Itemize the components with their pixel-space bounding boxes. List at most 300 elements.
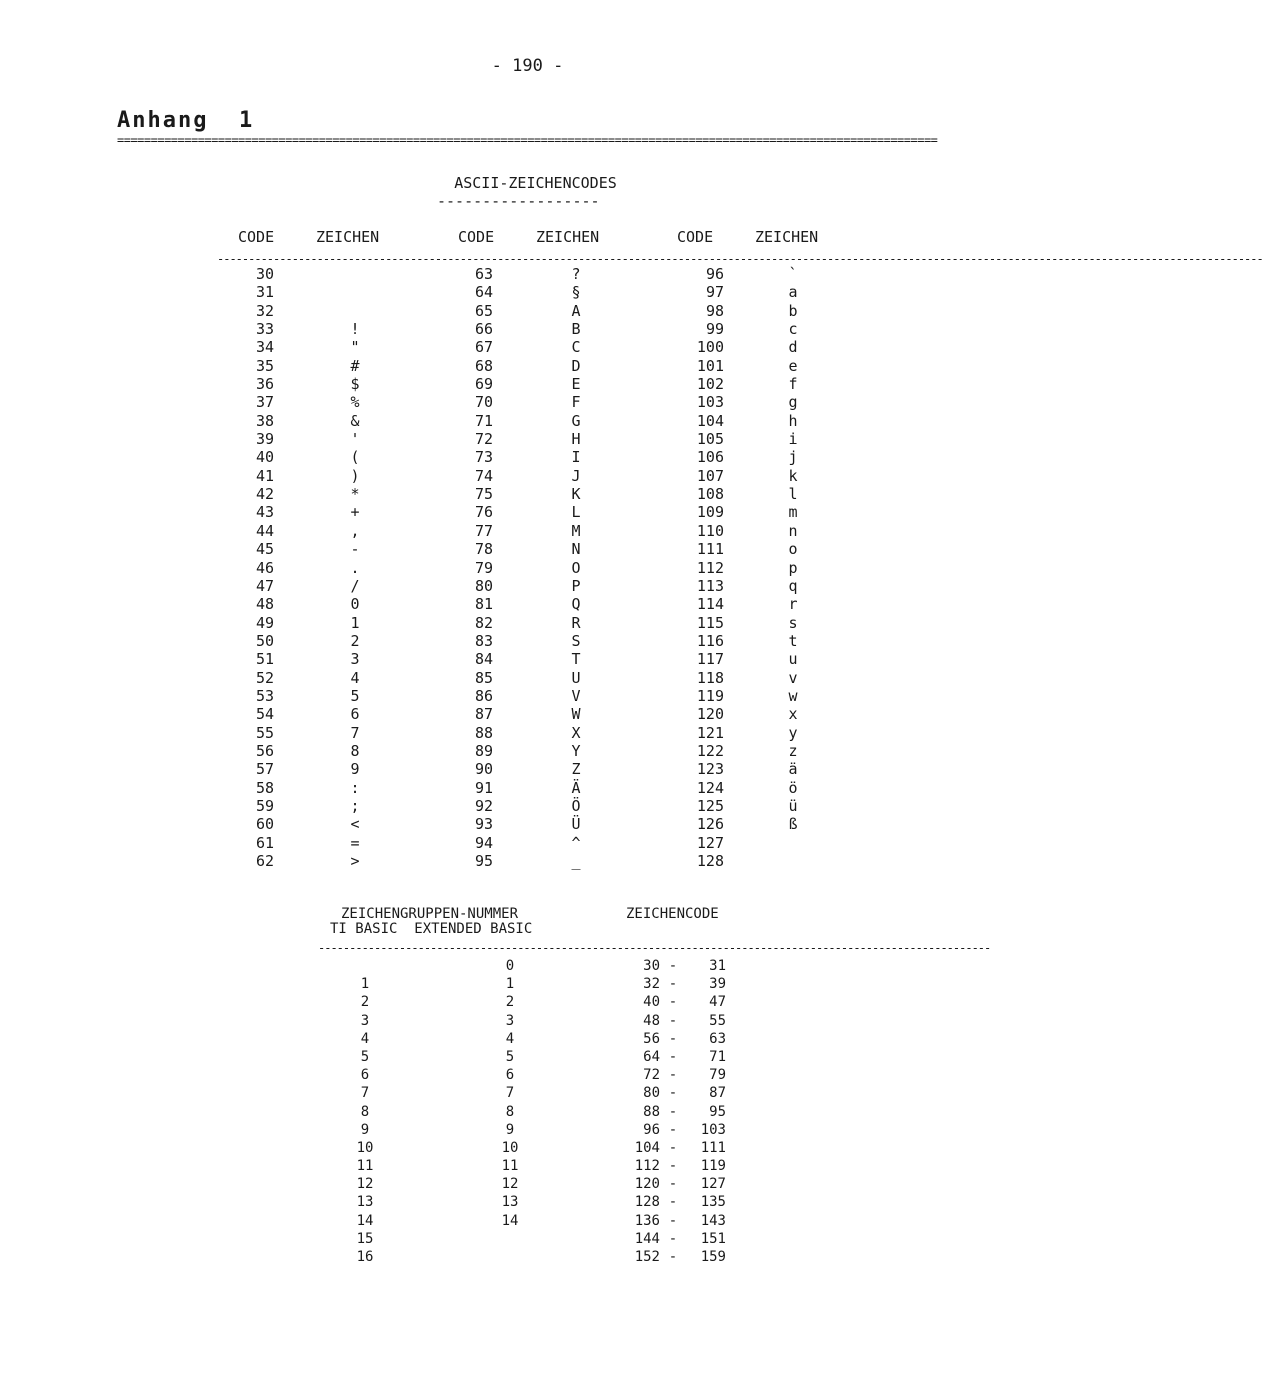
ascii-char — [340, 265, 370, 283]
ascii-code: 96 — [705, 265, 724, 283]
ascii-char: w — [788, 686, 798, 705]
ascii-char: Y — [571, 741, 581, 760]
ascii-code: 67 — [474, 338, 493, 357]
ascii-code: 74 — [474, 466, 493, 485]
group-code-separator: - — [668, 1139, 678, 1156]
group-code-to: 95 — [709, 1103, 726, 1120]
ascii-char: K — [571, 485, 581, 504]
ascii-code: 112 — [696, 558, 724, 577]
ascii-code: 99 — [705, 320, 724, 339]
ascii-code: 68 — [474, 356, 493, 375]
ascii-char: a — [788, 283, 798, 302]
group-ti-basic: 5 — [360, 1048, 370, 1065]
ascii-code: 62 — [255, 852, 274, 870]
ascii-char: k — [788, 466, 798, 485]
group-code-from: 128 — [634, 1194, 660, 1211]
ascii-code: 125 — [696, 796, 724, 815]
group-code-to: 71 — [709, 1048, 726, 1065]
ascii-code: 103 — [696, 393, 724, 412]
group-ti-basic: 4 — [360, 1030, 370, 1047]
ascii-char: ' — [350, 430, 360, 449]
ascii-char: r — [788, 595, 798, 614]
group-code-to: 127 — [700, 1176, 726, 1193]
ascii-column-2-codes — [455, 265, 493, 870]
ascii-char: # — [350, 356, 360, 375]
ascii-code: 49 — [255, 613, 274, 632]
ascii-code: 86 — [474, 686, 493, 705]
ascii-char: A — [571, 301, 581, 320]
ascii-char: ; — [350, 796, 360, 815]
ascii-code: 122 — [696, 741, 724, 760]
ascii-code: 69 — [474, 375, 493, 394]
ascii-code: 58 — [255, 778, 274, 797]
ascii-char: i — [788, 430, 798, 449]
ascii-char — [340, 302, 370, 320]
header-char-3: ZEICHEN — [755, 228, 819, 246]
group-ti-basic: 9 — [360, 1121, 370, 1138]
group-code-to: 87 — [709, 1085, 726, 1102]
ascii-code: 109 — [696, 503, 724, 522]
ascii-char: 9 — [350, 760, 360, 779]
ascii-char: M — [571, 521, 581, 540]
ascii-char: < — [350, 815, 360, 834]
ascii-char: u — [788, 650, 798, 669]
ascii-char: * — [350, 485, 360, 504]
ascii-char: P — [571, 576, 581, 595]
ascii-code: 93 — [474, 815, 493, 834]
ascii-code: 66 — [474, 320, 493, 339]
ascii-char: Ä — [571, 778, 581, 797]
ascii-code: 94 — [474, 833, 493, 852]
group-code-from: 48 — [643, 1012, 660, 1029]
ascii-code: 48 — [255, 595, 274, 614]
ascii-code: 32 — [255, 301, 274, 320]
ascii-char: + — [350, 503, 360, 522]
ascii-char: J — [571, 466, 581, 485]
header-char-2: ZEICHEN — [536, 228, 600, 246]
group-code-separator: - — [668, 958, 678, 974]
ascii-char: ß — [788, 815, 798, 834]
ascii-code: 95 — [474, 852, 493, 870]
ascii-code: 33 — [255, 320, 274, 339]
group-ti-basic — [345, 957, 385, 975]
group-code-to: 111 — [700, 1139, 726, 1156]
group-code-from: 40 — [643, 994, 660, 1011]
group-code-separator: - — [668, 1048, 678, 1065]
ascii-code: 47 — [255, 576, 274, 595]
ascii-code: 101 — [696, 356, 724, 375]
ascii-char: N — [571, 540, 581, 559]
ascii-code: 57 — [255, 760, 274, 779]
group-extended-basic: 9 — [505, 1121, 515, 1138]
ascii-char — [778, 852, 808, 870]
ascii-code: 78 — [474, 540, 493, 559]
ascii-code: 100 — [696, 338, 724, 357]
ascii-char: - — [350, 540, 360, 559]
ascii-char: % — [350, 393, 360, 412]
ascii-char: I — [571, 448, 581, 467]
ascii-char: b — [788, 301, 798, 320]
ascii-char: . — [350, 558, 360, 577]
ascii-title-underline: ------------------ — [437, 192, 600, 210]
group-ti-basic: 1 — [360, 976, 370, 993]
group-extended-basic: 2 — [505, 994, 515, 1011]
ascii-code: 80 — [474, 576, 493, 595]
ascii-char: ä — [788, 760, 798, 779]
ascii-code: 124 — [696, 778, 724, 797]
ascii-char: p — [788, 558, 798, 577]
ascii-char: R — [571, 613, 581, 632]
group-code-from: 56 — [643, 1030, 660, 1047]
group-extended-basic: 5 — [505, 1048, 515, 1065]
group-code-separator: - — [668, 1085, 678, 1102]
group-code-to: 39 — [709, 976, 726, 993]
ascii-code: 72 — [474, 430, 493, 449]
group-code-to: 143 — [700, 1212, 726, 1229]
ascii-char: _ — [571, 852, 581, 870]
ascii-char: C — [571, 338, 581, 357]
ascii-char: y — [788, 723, 798, 742]
ascii-code: 88 — [474, 723, 493, 742]
ascii-code: 123 — [696, 760, 724, 779]
ascii-code: 98 — [705, 301, 724, 320]
group-code-separator: - — [668, 1030, 678, 1047]
ascii-code: 35 — [255, 356, 274, 375]
ascii-code: 60 — [255, 815, 274, 834]
group-code-to: 103 — [700, 1121, 726, 1138]
ascii-code: 65 — [474, 301, 493, 320]
group-ti-basic-column — [345, 957, 385, 1266]
ascii-code: 117 — [696, 650, 724, 669]
ascii-code: 126 — [696, 815, 724, 834]
group-extended-basic: 8 — [505, 1103, 515, 1120]
ascii-char: X — [571, 723, 581, 742]
ascii-code: 40 — [255, 448, 274, 467]
ascii-code: 77 — [474, 521, 493, 540]
ascii-char: B — [571, 320, 581, 339]
ascii-char: 4 — [350, 668, 360, 687]
ascii-column-3-codes — [682, 265, 724, 870]
group-ti-basic: 14 — [356, 1212, 374, 1229]
ascii-code: 39 — [255, 430, 274, 449]
ascii-code: 54 — [255, 705, 274, 724]
ascii-char: ` — [788, 265, 798, 283]
group-extended-basic — [490, 1230, 530, 1248]
group-code-to: 63 — [709, 1030, 726, 1047]
ascii-code: 92 — [474, 796, 493, 815]
ascii-code: 36 — [255, 375, 274, 394]
ascii-column-1-codes — [240, 265, 274, 870]
group-code-to: 119 — [700, 1158, 726, 1175]
group-ti-basic: 2 — [360, 994, 370, 1011]
ascii-char: 8 — [350, 741, 360, 760]
ascii-char: f — [788, 375, 798, 394]
group-code-separator-column — [662, 957, 684, 1266]
ascii-code: 75 — [474, 485, 493, 504]
ascii-char: " — [350, 338, 360, 357]
ascii-char: m — [788, 503, 798, 522]
ascii-code: 61 — [255, 833, 274, 852]
group-extended-basic: 0 — [505, 958, 515, 974]
ascii-char: Ü — [571, 815, 581, 834]
ascii-code: 106 — [696, 448, 724, 467]
group-code-from: 144 — [634, 1230, 660, 1247]
group-ti-basic: 16 — [356, 1249, 374, 1265]
group-code-from: 30 — [643, 958, 660, 974]
group-code-from: 104 — [634, 1139, 660, 1156]
ascii-char: 6 — [350, 705, 360, 724]
group-code-from: 112 — [634, 1158, 660, 1175]
ascii-char: U — [571, 668, 581, 687]
group-ti-basic: 15 — [356, 1230, 374, 1247]
ascii-char: l — [788, 485, 798, 504]
ascii-char: E — [571, 375, 581, 394]
ascii-code: 107 — [696, 466, 724, 485]
group-code-separator: - — [668, 1194, 678, 1211]
group-extended-basic: 12 — [501, 1176, 519, 1193]
ascii-code: 64 — [474, 283, 493, 302]
group-code-from: 136 — [634, 1212, 660, 1229]
group-code-to: 47 — [709, 994, 726, 1011]
group-code-from: 120 — [634, 1176, 660, 1193]
ascii-code: 105 — [696, 430, 724, 449]
ascii-char: 5 — [350, 686, 360, 705]
ascii-code: 30 — [255, 265, 274, 283]
ascii-char: W — [571, 705, 581, 724]
ascii-char: G — [571, 411, 581, 430]
ascii-char: : — [350, 778, 360, 797]
header-code-2: CODE — [458, 228, 495, 246]
ascii-char: = — [350, 833, 360, 852]
group-ti-basic: 7 — [360, 1085, 370, 1102]
ascii-code: 43 — [255, 503, 274, 522]
ascii-column-1-chars — [340, 265, 370, 870]
ascii-char: v — [788, 668, 798, 687]
group-extended-basic: 1 — [505, 976, 515, 993]
ascii-code: 56 — [255, 741, 274, 760]
group-code-from: 72 — [643, 1067, 660, 1084]
ascii-char: § — [571, 283, 581, 302]
ascii-char: z — [788, 741, 798, 760]
group-code-to: 135 — [700, 1194, 726, 1211]
ascii-code: 73 — [474, 448, 493, 467]
ascii-char: T — [571, 650, 581, 669]
ascii-code: 44 — [255, 521, 274, 540]
ascii-code: 113 — [696, 576, 724, 595]
ascii-char: 7 — [350, 723, 360, 742]
group-code-to: 55 — [709, 1012, 726, 1029]
ascii-code: 108 — [696, 485, 724, 504]
header-code-1: CODE — [238, 228, 275, 246]
ascii-header-rule: ------------------------------------------------------------------------------------------------------------------------------------------------------------------------ — [217, 252, 1263, 266]
ascii-char: s — [788, 613, 798, 632]
ascii-char: q — [788, 576, 798, 595]
ascii-char: j — [788, 448, 798, 467]
group-ti-basic: 11 — [356, 1158, 374, 1175]
ascii-code: 119 — [696, 686, 724, 705]
ascii-char: 1 — [350, 613, 360, 632]
ascii-code: 89 — [474, 741, 493, 760]
ascii-code: 114 — [696, 595, 724, 614]
ascii-char: Q — [571, 595, 581, 614]
ascii-char: o — [788, 540, 798, 559]
ascii-char: $ — [350, 375, 360, 394]
ascii-char: g — [788, 393, 798, 412]
ascii-code: 85 — [474, 668, 493, 687]
ascii-code: 37 — [255, 393, 274, 412]
ascii-code: 110 — [696, 521, 724, 540]
ascii-code: 41 — [255, 466, 274, 485]
ascii-code: 81 — [474, 595, 493, 614]
ascii-code: 82 — [474, 613, 493, 632]
group-code-to: 31 — [709, 958, 726, 974]
ascii-char: ö — [788, 778, 798, 797]
group-extended-basic: 7 — [505, 1085, 515, 1102]
ascii-char: Z — [571, 760, 581, 779]
ascii-code: 42 — [255, 485, 274, 504]
ascii-code: 63 — [474, 265, 493, 283]
heading-rule: ========================================================================================================================== — [117, 133, 938, 147]
ascii-code: 121 — [696, 723, 724, 742]
ascii-code: 83 — [474, 631, 493, 650]
group-ti-basic: 10 — [356, 1139, 374, 1156]
group-code-separator: - — [668, 1121, 678, 1138]
group-code-separator: - — [668, 1158, 678, 1175]
ascii-char: d — [788, 338, 798, 357]
section-heading: Anhang 1 — [117, 108, 255, 133]
group-code-separator: - — [668, 1067, 678, 1084]
group-ti-basic: 12 — [356, 1176, 374, 1193]
ascii-char: ) — [350, 466, 360, 485]
ascii-code: 51 — [255, 650, 274, 669]
ascii-char: / — [350, 576, 360, 595]
ascii-char: e — [788, 356, 798, 375]
ascii-char — [340, 283, 370, 301]
ascii-char: & — [350, 411, 360, 430]
group-code-to: 151 — [700, 1230, 726, 1247]
group-code-separator: - — [668, 1230, 678, 1247]
ascii-code: 34 — [255, 338, 274, 357]
group-subheader: TI BASIC EXTENDED BASIC — [330, 921, 533, 937]
group-code-from: 80 — [643, 1085, 660, 1102]
group-code-to: 79 — [709, 1067, 726, 1084]
group-extended-basic: 10 — [501, 1139, 519, 1156]
ascii-char: n — [788, 521, 798, 540]
ascii-char: ! — [350, 320, 360, 339]
header-char-1: ZEICHEN — [316, 228, 380, 246]
ascii-code: 91 — [474, 778, 493, 797]
group-ti-basic: 3 — [360, 1012, 370, 1029]
group-code-from: 64 — [643, 1048, 660, 1065]
ascii-char — [778, 834, 808, 852]
group-code-separator: - — [668, 1212, 678, 1229]
group-code-from: 152 — [634, 1249, 660, 1265]
group-code-to: 159 — [700, 1249, 726, 1265]
group-code-to-column — [686, 957, 726, 1266]
group-extended-basic — [490, 1248, 530, 1266]
ascii-code: 55 — [255, 723, 274, 742]
ascii-code: 90 — [474, 760, 493, 779]
charcode-header: ZEICHENCODE — [626, 906, 719, 922]
group-ti-basic: 13 — [356, 1194, 374, 1211]
ascii-code: 50 — [255, 631, 274, 650]
ascii-char: V — [571, 686, 581, 705]
ascii-char: ^ — [571, 833, 581, 852]
ascii-char: S — [571, 631, 581, 650]
group-code-from: 32 — [643, 976, 660, 993]
ascii-code: 59 — [255, 796, 274, 815]
ascii-code: 120 — [696, 705, 724, 724]
ascii-char: h — [788, 411, 798, 430]
ascii-code: 104 — [696, 411, 724, 430]
group-extended-basic: 11 — [501, 1158, 519, 1175]
ascii-code: 128 — [696, 852, 724, 870]
group-extended-basic: 3 — [505, 1012, 515, 1029]
ascii-code: 70 — [474, 393, 493, 412]
ascii-code: 127 — [696, 833, 724, 852]
ascii-char: L — [571, 503, 581, 522]
ascii-code: 87 — [474, 705, 493, 724]
ascii-code: 38 — [255, 411, 274, 430]
ascii-code: 79 — [474, 558, 493, 577]
group-header: ZEICHENGRUPPEN-NUMMER — [341, 906, 519, 922]
ascii-char: 0 — [350, 595, 360, 614]
group-extended-basic: 13 — [501, 1194, 519, 1211]
group-code-from-column — [616, 957, 660, 1266]
ascii-code: 84 — [474, 650, 493, 669]
ascii-char: D — [571, 356, 581, 375]
ascii-char: 3 — [350, 650, 360, 669]
ascii-code: 76 — [474, 503, 493, 522]
ascii-code: 116 — [696, 631, 724, 650]
ascii-char: H — [571, 430, 581, 449]
ascii-code: 97 — [705, 283, 724, 302]
ascii-code: 31 — [255, 283, 274, 302]
group-code-separator: - — [668, 976, 678, 993]
ascii-char: c — [788, 320, 798, 339]
ascii-char: > — [350, 852, 360, 870]
group-extended-basic: 4 — [505, 1030, 515, 1047]
ascii-code: 71 — [474, 411, 493, 430]
group-code-from: 88 — [643, 1103, 660, 1120]
group-extended-basic-column — [490, 957, 530, 1266]
ascii-code: 46 — [255, 558, 274, 577]
ascii-char: 2 — [350, 631, 360, 650]
ascii-code: 45 — [255, 540, 274, 559]
ascii-char: Ö — [571, 796, 581, 815]
ascii-column-2-chars — [561, 265, 591, 870]
ascii-column-3-chars — [778, 265, 808, 870]
group-code-separator: - — [668, 1103, 678, 1120]
ascii-char: , — [350, 521, 360, 540]
group-code-separator: - — [668, 1176, 678, 1193]
ascii-code: 111 — [696, 540, 724, 559]
ascii-char: ( — [350, 448, 360, 467]
group-code-separator: - — [668, 1249, 678, 1265]
page-number: - 190 - — [491, 56, 564, 76]
header-code-3: CODE — [677, 228, 714, 246]
ascii-char: t — [788, 631, 798, 650]
ascii-char: x — [788, 705, 798, 724]
group-code-from: 96 — [643, 1121, 660, 1138]
ascii-code: 118 — [696, 668, 724, 687]
ascii-code: 52 — [255, 668, 274, 687]
ascii-char: ? — [571, 265, 581, 283]
group-code-separator: - — [668, 994, 678, 1011]
group-extended-basic: 6 — [505, 1067, 515, 1084]
ascii-code: 102 — [696, 375, 724, 394]
ascii-code: 53 — [255, 686, 274, 705]
